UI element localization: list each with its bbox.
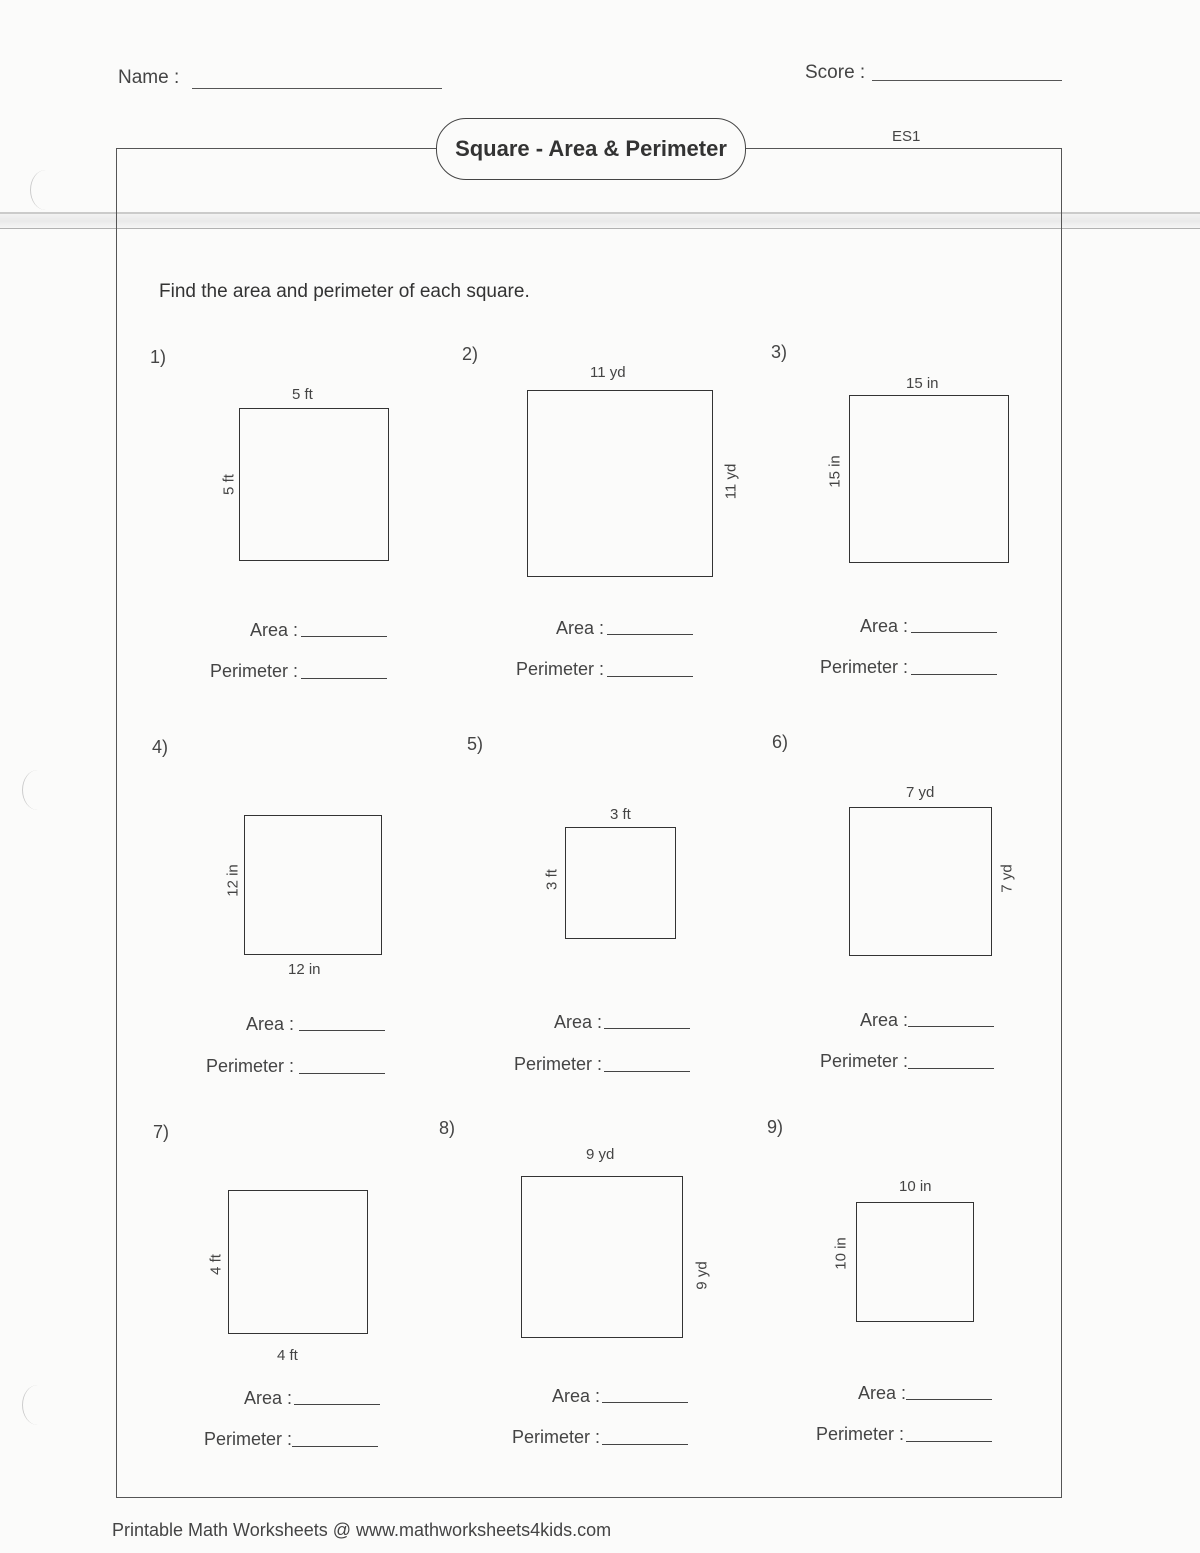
- perimeter-label: Perimeter :: [205, 1056, 294, 1076]
- side-label-bottom: 12 in: [288, 961, 321, 978]
- square-shape: [521, 1176, 683, 1338]
- score-label: Score :: [805, 62, 866, 83]
- perimeter-label: Perimeter :: [819, 657, 908, 677]
- problem-number: 8): [439, 1118, 456, 1138]
- square-shape: [849, 395, 1009, 563]
- area-answer-field[interactable]: [911, 632, 997, 633]
- footer-credit: Printable Math Worksheets @ www.mathworksheets4kids.com: [112, 1520, 612, 1540]
- side-label-right: 11 yd: [722, 463, 740, 500]
- square-shape: [849, 807, 992, 956]
- side-label-left: 5 ft: [220, 474, 238, 495]
- area-label: Area :: [553, 1012, 602, 1032]
- perimeter-answer-field[interactable]: [292, 1446, 378, 1447]
- problem-number: 7): [153, 1122, 170, 1142]
- area-answer-field[interactable]: [294, 1404, 380, 1405]
- side-label-top: 7 yd: [906, 784, 935, 801]
- binder-hole-mark: [22, 770, 53, 810]
- area-label: Area :: [857, 1383, 906, 1403]
- perimeter-answer-field[interactable]: [906, 1441, 992, 1442]
- perimeter-answer-field[interactable]: [301, 678, 387, 679]
- perimeter-label: Perimeter :: [513, 1054, 602, 1074]
- square-shape: [244, 815, 382, 955]
- worksheet-code: ES1: [892, 128, 921, 145]
- problem-number: 4): [152, 737, 169, 757]
- worksheet-title: Square - Area & Perimeter: [436, 118, 746, 180]
- square-shape: [856, 1202, 974, 1322]
- side-label-top: 9 yd: [586, 1146, 615, 1163]
- perimeter-answer-field[interactable]: [908, 1068, 994, 1069]
- area-answer-field[interactable]: [607, 634, 693, 635]
- perimeter-answer-field[interactable]: [607, 676, 693, 677]
- perimeter-answer-field[interactable]: [602, 1444, 688, 1445]
- side-label-top: 10 in: [899, 1178, 932, 1195]
- problem-number: 9): [767, 1117, 784, 1137]
- side-label-right: 9 yd: [693, 1261, 711, 1290]
- area-answer-field[interactable]: [908, 1026, 994, 1027]
- area-label: Area :: [859, 1010, 908, 1030]
- problem-number: 5): [467, 734, 484, 754]
- square-shape: [565, 827, 676, 939]
- perimeter-label: Perimeter :: [819, 1051, 908, 1071]
- problem-number: 2): [462, 344, 479, 364]
- side-label-top: 3 ft: [610, 806, 631, 823]
- side-label-left: 12 in: [224, 864, 242, 897]
- side-label-top: 15 in: [906, 375, 939, 392]
- square-shape: [228, 1190, 368, 1334]
- area-answer-field[interactable]: [299, 1030, 385, 1031]
- side-label-top: 11 yd: [590, 364, 626, 381]
- side-label-top: 5 ft: [292, 386, 313, 403]
- side-label-left: 4 ft: [207, 1254, 225, 1275]
- perimeter-answer-field[interactable]: [911, 674, 997, 675]
- perimeter-label: Perimeter :: [203, 1429, 292, 1449]
- area-label: Area :: [555, 618, 604, 638]
- area-label: Area :: [249, 620, 298, 640]
- area-label: Area :: [551, 1386, 600, 1406]
- side-label-bottom: 4 ft: [277, 1347, 298, 1364]
- square-shape: [527, 390, 713, 577]
- area-label: Area :: [859, 616, 908, 636]
- problem-number: 6): [772, 732, 789, 752]
- perimeter-label: Perimeter :: [815, 1424, 904, 1444]
- area-answer-field[interactable]: [604, 1028, 690, 1029]
- name-field[interactable]: [192, 88, 442, 89]
- perimeter-label: Perimeter :: [515, 659, 604, 679]
- perimeter-answer-field[interactable]: [299, 1073, 385, 1074]
- score-field[interactable]: [872, 80, 1062, 81]
- binder-hole-mark: [22, 1385, 53, 1425]
- square-shape: [239, 408, 389, 561]
- side-label-right: 7 yd: [998, 864, 1016, 893]
- area-label: Area :: [243, 1388, 292, 1408]
- problem-number: 1): [150, 347, 167, 367]
- instructions: Find the area and perimeter of each square.: [159, 281, 530, 302]
- area-label: Area :: [245, 1014, 294, 1034]
- problem-number: 3): [771, 342, 788, 362]
- side-label-left: 3 ft: [543, 869, 561, 890]
- perimeter-answer-field[interactable]: [604, 1071, 690, 1072]
- perimeter-label: Perimeter :: [511, 1427, 600, 1447]
- area-answer-field[interactable]: [301, 636, 387, 637]
- area-answer-field[interactable]: [906, 1399, 992, 1400]
- binder-hole-mark: [30, 170, 61, 210]
- name-label: Name :: [118, 67, 180, 88]
- perimeter-label: Perimeter :: [209, 661, 298, 681]
- side-label-left: 10 in: [832, 1237, 850, 1270]
- side-label-left: 15 in: [826, 455, 844, 488]
- area-answer-field[interactable]: [602, 1402, 688, 1403]
